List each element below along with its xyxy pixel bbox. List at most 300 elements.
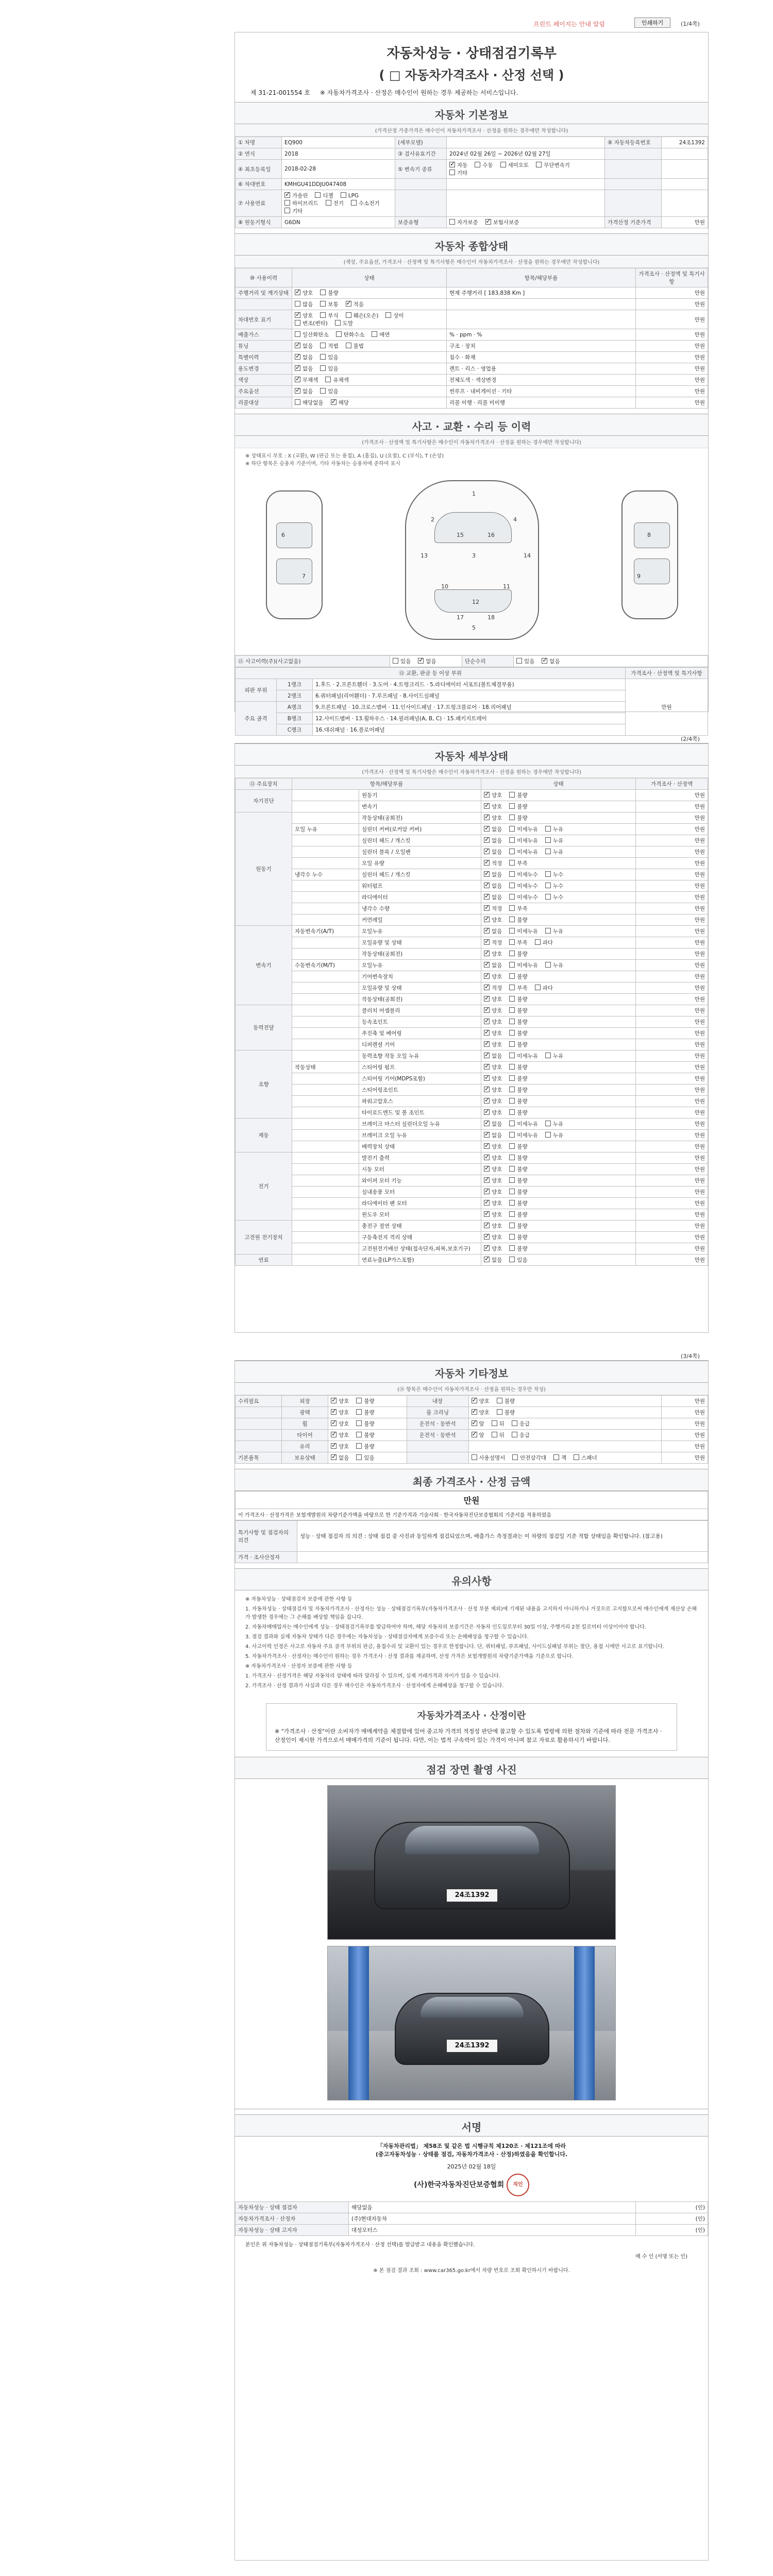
checkbox[interactable]: [545, 1121, 551, 1126]
checkbox[interactable]: [356, 1432, 362, 1437]
checkbox[interactable]: [509, 951, 515, 956]
checkbox[interactable]: [356, 1443, 362, 1449]
checkbox[interactable]: [509, 1121, 515, 1126]
checkbox[interactable]: [336, 331, 342, 337]
diagram-part-number: 17: [457, 614, 464, 621]
checkbox[interactable]: [497, 1398, 502, 1403]
option-label: 양호: [492, 1189, 502, 1195]
detail-part: 와이퍼 모터 기능: [359, 1175, 481, 1187]
checkbox[interactable]: [484, 1121, 490, 1126]
detail-price: 만원: [636, 1153, 708, 1164]
checkbox[interactable]: [331, 1420, 337, 1426]
detail-price: 만원: [636, 903, 708, 914]
checkbox[interactable]: [484, 973, 490, 979]
checkbox[interactable]: [509, 985, 515, 990]
checkbox[interactable]: [497, 1409, 502, 1415]
detail-state: [481, 1187, 636, 1198]
sign-row: [236, 2201, 708, 2213]
option-label: 없음: [492, 826, 502, 833]
sign-role: 자동차가격조사 · 산정자: [236, 2213, 349, 2224]
doc-note: ※ 자동차가격조사 · 산정은 매수인이 원하는 경우 제공하는 서비스입니다.: [320, 89, 518, 96]
checkbox[interactable]: [509, 1098, 515, 1104]
checkbox[interactable]: [331, 1398, 337, 1403]
checkbox[interactable]: [509, 849, 515, 854]
etc-bv: [468, 1407, 661, 1418]
detail-sub: [292, 1221, 359, 1232]
detail-group: 조향: [236, 1050, 292, 1118]
basic-key: ⑤ 변속기 종류: [395, 160, 447, 179]
checkbox[interactable]: [472, 1398, 477, 1403]
checkbox[interactable]: [472, 1420, 477, 1426]
checkbox[interactable]: [449, 162, 455, 167]
etc-av: [328, 1441, 407, 1452]
etc-av: [328, 1407, 407, 1418]
overall-key: 특별이력: [236, 352, 292, 363]
overall-item: 침수 · 화재: [447, 352, 636, 363]
checkbox[interactable]: [512, 1420, 517, 1426]
option-label: 누유: [552, 838, 564, 844]
checkbox[interactable]: [545, 894, 551, 900]
detail-sub: [292, 948, 359, 960]
basic-key: ⑧ 원동기형식: [236, 217, 282, 228]
checkbox[interactable]: [484, 792, 490, 798]
print-hint: 프린트 페이지는 안내 알림: [533, 21, 605, 28]
checkbox[interactable]: [484, 951, 490, 956]
checkbox[interactable]: [509, 1155, 515, 1160]
top-bar: [533, 15, 740, 30]
checkbox[interactable]: [335, 320, 341, 326]
checkbox[interactable]: [484, 1143, 490, 1149]
checkbox[interactable]: [346, 301, 351, 307]
checkbox[interactable]: [484, 849, 490, 854]
option-label: 불량: [504, 1410, 515, 1416]
option-label: 불량: [517, 1200, 528, 1207]
checkbox[interactable]: [484, 1155, 490, 1160]
option-label: 불량: [328, 290, 339, 296]
basic-info-table: [235, 137, 708, 228]
final-value: 만원: [236, 1492, 708, 1509]
checkbox[interactable]: [509, 1019, 515, 1024]
detail-price: 만원: [636, 1073, 708, 1084]
option-label: 수동: [482, 162, 493, 168]
checkbox[interactable]: [509, 939, 515, 945]
option-label: 있음: [328, 354, 339, 361]
checkbox[interactable]: [545, 928, 551, 934]
checkbox[interactable]: [325, 377, 331, 382]
checkbox[interactable]: [509, 1189, 515, 1194]
checkbox[interactable]: [509, 860, 515, 866]
checkbox[interactable]: [509, 1030, 515, 1036]
checkbox[interactable]: [484, 1211, 490, 1217]
checkbox[interactable]: [512, 1432, 517, 1437]
checkbox[interactable]: [295, 312, 300, 318]
detail-row: [236, 937, 708, 948]
checkbox[interactable]: [320, 301, 326, 307]
checkbox[interactable]: [509, 1041, 515, 1047]
car-top-view: [405, 480, 539, 640]
checkbox[interactable]: [484, 826, 490, 832]
basic-row: [236, 148, 708, 160]
checkbox[interactable]: [535, 939, 541, 945]
detail-row: [236, 914, 708, 926]
rank5-items: 16.대쉬패널 · 16.플로어패널: [313, 724, 626, 736]
checkbox[interactable]: [341, 192, 346, 198]
detail-sub: [292, 971, 359, 982]
option-label: 있음: [328, 366, 339, 372]
option-label: 미세누유: [517, 928, 538, 935]
option-label: 없음: [303, 354, 313, 361]
option-label: 하이브리드: [292, 200, 318, 207]
option-label: 누유: [552, 1053, 564, 1059]
checkbox[interactable]: [545, 1132, 551, 1138]
checkbox[interactable]: [545, 883, 551, 888]
checkbox[interactable]: [509, 815, 515, 820]
checkbox[interactable]: [535, 985, 541, 990]
detail-sub: [292, 1118, 359, 1130]
option-label: 누유: [552, 962, 564, 969]
detail-group: 동력전달: [236, 1005, 292, 1050]
option-label: 양호: [492, 1144, 502, 1150]
checkbox[interactable]: [509, 883, 515, 888]
checkbox[interactable]: [484, 905, 490, 911]
checkbox[interactable]: [484, 1109, 490, 1115]
notice-title: 유의사항: [235, 1568, 708, 1590]
detail-state: [481, 1130, 636, 1141]
checkbox[interactable]: [484, 985, 490, 990]
checkbox[interactable]: [542, 658, 547, 664]
detail-sub: [292, 903, 359, 914]
detail-row: [236, 1175, 708, 1187]
detail-price: 만원: [636, 1096, 708, 1107]
checkbox[interactable]: [509, 792, 515, 798]
checkbox[interactable]: [331, 1409, 337, 1415]
checkbox[interactable]: [472, 1432, 477, 1437]
detail-part: 윈도우 모터: [359, 1209, 481, 1221]
detail-price: 만원: [636, 1028, 708, 1039]
etc-key: 기본품목: [236, 1452, 282, 1464]
basic-key: [605, 148, 662, 160]
checkbox[interactable]: [331, 1443, 337, 1449]
checkbox[interactable]: [346, 312, 351, 318]
checkbox[interactable]: [449, 170, 455, 175]
checkbox[interactable]: [574, 1454, 579, 1460]
checkbox[interactable]: [509, 917, 515, 922]
checkbox[interactable]: [484, 1166, 490, 1172]
option-label: 불량: [517, 1019, 528, 1025]
option-label: 양호: [492, 1019, 502, 1025]
checkbox[interactable]: [315, 192, 321, 198]
checkbox[interactable]: [512, 1454, 518, 1460]
overall-item: 썬루프 · 내비게이션 · 기타: [447, 386, 636, 397]
checkbox[interactable]: [484, 894, 490, 900]
checkbox[interactable]: [418, 658, 424, 664]
checkbox[interactable]: [356, 1420, 362, 1426]
checkbox[interactable]: [295, 343, 300, 348]
checkbox[interactable]: [449, 219, 455, 225]
checkbox[interactable]: [320, 312, 326, 318]
simple-repair-label: 단순수리: [462, 656, 514, 667]
checkbox[interactable]: [509, 1064, 515, 1070]
checkbox[interactable]: [509, 837, 515, 843]
checkbox[interactable]: [484, 1200, 490, 1206]
checkbox[interactable]: [509, 871, 515, 877]
diagram-part-number: 15: [457, 532, 464, 538]
detail-sub: [292, 1255, 359, 1266]
checkbox[interactable]: [545, 871, 551, 877]
checkbox[interactable]: [484, 1030, 490, 1036]
checkbox[interactable]: [295, 301, 300, 307]
checkbox[interactable]: [545, 837, 551, 843]
etc-key: 수리필요: [236, 1396, 282, 1407]
detail-sub: [292, 937, 359, 948]
overall-state: [292, 386, 447, 397]
checkbox[interactable]: [356, 1409, 362, 1415]
checkbox[interactable]: [545, 826, 551, 832]
etc-a: 외장: [282, 1396, 328, 1407]
checkbox[interactable]: [320, 354, 326, 360]
option-label: 양호: [492, 1178, 502, 1184]
checkbox[interactable]: [356, 1454, 362, 1460]
checkbox[interactable]: [492, 1432, 497, 1437]
checkbox[interactable]: [295, 388, 300, 394]
option-label: 적정: [492, 860, 502, 867]
checkbox[interactable]: [509, 826, 515, 832]
detail-sub: [292, 880, 359, 892]
checkbox[interactable]: [484, 837, 490, 843]
option-label: 기타: [292, 208, 303, 214]
checkbox[interactable]: [295, 365, 300, 371]
checkbox[interactable]: [326, 200, 331, 206]
checkbox[interactable]: [509, 1177, 515, 1183]
overall-row: [236, 329, 708, 341]
detail-state: [481, 1118, 636, 1130]
checkbox[interactable]: [295, 320, 300, 326]
checkbox[interactable]: [295, 290, 300, 295]
checkbox[interactable]: [284, 208, 290, 213]
option-label: 응급: [519, 1421, 530, 1427]
detail-part: 오일누유: [359, 926, 481, 937]
checkbox[interactable]: [484, 1223, 490, 1228]
detail-state: [481, 846, 636, 858]
checkbox[interactable]: [484, 1053, 490, 1058]
checkbox[interactable]: [509, 1200, 515, 1206]
rank-price: 만원: [626, 679, 708, 736]
checkbox[interactable]: [484, 1245, 490, 1251]
notice-line: ※ 자동차가격조사 · 산정자 보증에 관한 사항 등: [245, 1664, 352, 1669]
checkbox[interactable]: [509, 1223, 515, 1228]
checkbox[interactable]: [484, 1132, 490, 1138]
checkbox[interactable]: [509, 1109, 515, 1115]
detail-sub: [292, 914, 359, 926]
diagram-part-number: 1: [472, 490, 476, 497]
overall-row: [236, 375, 708, 386]
checkbox[interactable]: [509, 1087, 515, 1092]
checkbox[interactable]: [484, 860, 490, 866]
checkbox[interactable]: [356, 1398, 362, 1403]
detail-row: [236, 1232, 708, 1243]
detail-price: 만원: [636, 937, 708, 948]
etc-bv: [468, 1396, 661, 1407]
checkbox[interactable]: [509, 803, 515, 809]
checkbox[interactable]: [484, 1257, 490, 1262]
checkbox[interactable]: [331, 399, 337, 405]
checkbox[interactable]: [284, 192, 290, 198]
option-label: 가솔린: [292, 193, 308, 199]
car-left-side: [266, 490, 323, 619]
basic-value: G6DN: [282, 217, 395, 228]
checkbox[interactable]: [320, 365, 326, 371]
checkbox[interactable]: [484, 939, 490, 945]
option-label: 안전삼각대: [520, 1455, 546, 1461]
checkbox[interactable]: [509, 1075, 515, 1081]
overall-key: 주요옵션: [236, 386, 292, 397]
checkbox[interactable]: [492, 1420, 497, 1426]
checkbox[interactable]: [484, 871, 490, 877]
option-label: 없음: [492, 883, 502, 889]
print-button[interactable]: 인쇄하기: [634, 18, 670, 28]
detail-sub: 자동변속기(A/T): [292, 926, 359, 937]
detail-state: [481, 960, 636, 971]
etc-av: [328, 1418, 407, 1430]
checkbox[interactable]: [484, 1064, 490, 1070]
checkbox[interactable]: [295, 331, 300, 337]
checkbox[interactable]: [351, 200, 357, 206]
checkbox[interactable]: [475, 162, 480, 167]
detail-h2: 항목/해당부품: [292, 778, 481, 790]
option-label: 해당없음: [303, 400, 324, 406]
checkbox[interactable]: [509, 1166, 515, 1172]
checkbox[interactable]: [509, 996, 515, 1002]
checkbox[interactable]: [509, 1053, 515, 1058]
option-label: 불량: [517, 815, 528, 821]
checkbox[interactable]: [385, 312, 391, 318]
etc-a: 보유상태: [282, 1452, 328, 1464]
checkbox[interactable]: [484, 1189, 490, 1194]
option-label: 불량: [517, 1189, 528, 1195]
detail-price: 만원: [636, 1062, 708, 1073]
option-label: 미세누수: [517, 894, 538, 901]
diagram-part-number: 2: [431, 516, 434, 523]
checkbox[interactable]: [500, 162, 506, 167]
checkbox[interactable]: [553, 1454, 559, 1460]
checkbox[interactable]: [509, 1245, 515, 1251]
checkbox[interactable]: [509, 928, 515, 934]
checkbox[interactable]: [509, 894, 515, 900]
option-label: 불량: [517, 1098, 528, 1105]
etc-bv: [468, 1441, 661, 1452]
basic-key: ① 차명: [236, 137, 282, 148]
checkbox[interactable]: [372, 331, 377, 337]
checkbox[interactable]: [320, 343, 326, 348]
checkbox[interactable]: [393, 658, 398, 664]
detail-row: [236, 1039, 708, 1050]
checkbox[interactable]: [509, 905, 515, 911]
detail-state: [481, 869, 636, 880]
checkbox[interactable]: [509, 1257, 515, 1262]
detail-price: 만원: [636, 994, 708, 1005]
diagram-part-number: 6: [281, 532, 285, 538]
overall-key: 배출가스: [236, 329, 292, 341]
option-label: 수소전기: [359, 200, 380, 207]
checkbox[interactable]: [485, 219, 491, 225]
option-label: 무단변속기: [544, 162, 570, 168]
photo-title: 점검 장면 촬영 사진: [235, 1757, 708, 1779]
checkbox[interactable]: [545, 849, 551, 854]
option-label: 없음: [492, 928, 502, 935]
checkbox[interactable]: [484, 1234, 490, 1240]
checkbox[interactable]: [484, 1075, 490, 1081]
checkbox[interactable]: [509, 1132, 515, 1138]
checkbox[interactable]: [536, 162, 542, 167]
checkbox[interactable]: [295, 399, 300, 405]
checkbox[interactable]: [331, 1432, 337, 1437]
option-label: 양호: [339, 1410, 349, 1416]
checkbox[interactable]: [484, 883, 490, 888]
option-label: 뒤: [499, 1421, 505, 1427]
detail-part: 발전기 출력: [359, 1153, 481, 1164]
checkbox[interactable]: [331, 1454, 337, 1460]
checkbox[interactable]: [295, 354, 300, 360]
checkbox[interactable]: [320, 290, 326, 295]
overall-key: 차대번호 표기: [236, 310, 292, 329]
checkbox[interactable]: [472, 1454, 477, 1460]
checkbox[interactable]: [484, 1019, 490, 1024]
checkbox[interactable]: [484, 996, 490, 1002]
outer-label: 외판 부위: [236, 679, 277, 702]
checkbox[interactable]: [484, 928, 490, 934]
rank4-items: 12.사이드멤버 · 13.휠하우스 · 14.필러패널(A, B, C) · 15.패키지트레이: [313, 713, 626, 724]
detail-state: [481, 880, 636, 892]
checkbox[interactable]: [516, 658, 522, 664]
detail-price: 만원: [636, 960, 708, 971]
detail-sub: [292, 812, 359, 824]
checkbox[interactable]: [295, 377, 300, 382]
checkbox[interactable]: [484, 1041, 490, 1047]
detail-state: [481, 1209, 636, 1221]
special-table: [235, 1520, 708, 1563]
detail-part: 오일유량 및 상태: [359, 982, 481, 994]
checkbox[interactable]: [509, 1143, 515, 1149]
checkbox[interactable]: [320, 388, 326, 394]
detail-part: 연료누출(LP가스포함): [359, 1255, 481, 1266]
basic-value: [282, 190, 395, 217]
checkbox[interactable]: [472, 1409, 477, 1415]
etc-a: 광택: [282, 1407, 328, 1418]
checkbox[interactable]: [284, 200, 290, 206]
checkbox[interactable]: [484, 1087, 490, 1092]
checkbox[interactable]: [484, 815, 490, 820]
checkbox[interactable]: [484, 1177, 490, 1183]
checkbox[interactable]: [484, 1098, 490, 1104]
car-right-side: [621, 490, 678, 619]
checkbox[interactable]: [545, 962, 551, 968]
checkbox[interactable]: [346, 343, 351, 348]
checkbox[interactable]: [509, 1007, 515, 1013]
checkbox[interactable]: [484, 803, 490, 809]
checkbox[interactable]: [545, 1053, 551, 1058]
checkbox[interactable]: [509, 962, 515, 968]
checkbox[interactable]: [484, 962, 490, 968]
notice-line: 1. 가격조사 · 산정가격은 해당 자동차의 상태에 따라 달라질 수 있으며, 실제 거래가격과 차이가 있을 수 있습니다.: [245, 1673, 500, 1679]
checkbox[interactable]: [484, 917, 490, 922]
detail-row: [236, 892, 708, 903]
checkbox[interactable]: [509, 973, 515, 979]
checkbox[interactable]: [484, 1007, 490, 1013]
checkbox[interactable]: [509, 1234, 515, 1240]
checkbox[interactable]: [509, 1211, 515, 1217]
detail-row: [236, 835, 708, 846]
overall-item: [447, 310, 636, 329]
